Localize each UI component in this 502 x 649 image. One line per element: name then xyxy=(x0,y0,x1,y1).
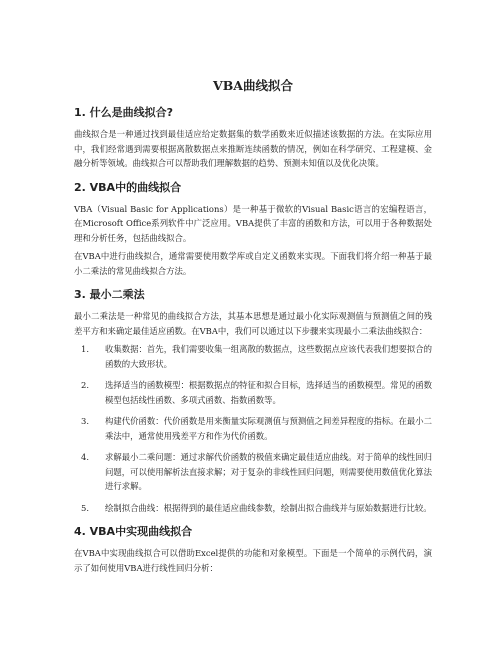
list-item-text: 求解最小二乘问题：通过求解代价函数的极值来确定最佳适应曲线。对于简单的线性回归问题，可以使用解析法直接求解；对于复杂的非线性回归问题，则需要使用数值优化算法进行求解。 xyxy=(105,452,432,491)
list-item-number: 4. xyxy=(81,452,89,462)
paragraph: 在VBA中进行曲线拟合，通常需要使用数学库或自定义函数来实现。下面我们将介绍一种基于最小二乘法的常见曲线拟合方法。 xyxy=(74,251,432,276)
list-item xyxy=(81,501,432,516)
list-item-text: 收集数据：首先，我们需要收集一组离散的数据点，这些数据点应该代表我们想要拟合的函数的大致形状。 xyxy=(105,344,432,369)
list-item-text: 构建代价函数：代价函数是用来衡量实际观测值与预测值之间差异程度的指标。在最小二乘法中，通常使用残差平方和作为代价函数。 xyxy=(105,416,432,441)
steps-list xyxy=(74,342,432,515)
list-item xyxy=(81,414,432,443)
list-item-number: 2. xyxy=(81,380,89,390)
section-heading: 2. VBA中的曲线拟合 xyxy=(74,180,182,194)
paragraph: VBA（Visual Basic for Applications）是一种基于微软的Visual Basic语言的宏编程语言，在Microsoft Office系列软件中广泛应用。VBA提供了丰富的函数和方法，可以用于各种数据处理和分析任务，包括曲线拟合。 xyxy=(74,203,432,243)
list-item xyxy=(81,342,432,371)
section-4 xyxy=(74,525,432,575)
paragraph: 曲线拟合是一种通过找到最佳适应给定数据集的数学函数来近似描述该数据的方法。在实际应用中，我们经常遇到需要根据离散数据点来推断连续函数的情况，例如在科学研究、工程建模、金融分析等领域。曲线拟合可以帮助我们理解数据的趋势、预测未知值以及优化决策。 xyxy=(74,129,432,168)
list-item-text: 绘制拟合曲线：根据得到的最佳适应曲线参数，绘制出拟合曲线并与原始数据进行比较。 xyxy=(105,502,432,513)
section-2 xyxy=(74,181,432,279)
section-heading: 3. 最小二乘法 xyxy=(74,288,145,301)
paragraph: 最小二乘法是一种常见的曲线拟合方法，其基本思想是通过最小化实际观测值与预测值之间的残差平方和来确定最佳适应函数。在VBA中，我们可以通过以下步骤来实现最小二乘法曲线拟合： xyxy=(74,311,432,336)
section-heading: 4. VBA中实现曲线拟合 xyxy=(74,525,193,538)
list-item-text: 选择适当的函数模型：根据数据点的特征和拟合目标，选择适当的函数模型。常见的函数模型包括线性函数、多项式函数、指数函数等。 xyxy=(105,380,432,405)
list-item xyxy=(81,378,432,407)
list-item-number: 1. xyxy=(81,344,89,354)
document-title: VBA曲线拟合 xyxy=(213,78,293,93)
section-1 xyxy=(74,106,432,171)
paragraph: 在VBA中实现曲线拟合可以借助Excel提供的功能和对象模型。下面是一个简单的示例代码，演示了如何使用VBA进行线性回归分析： xyxy=(74,548,432,573)
section-3 xyxy=(74,288,432,515)
list-item-number: 5. xyxy=(81,502,89,513)
section-heading: 1. 什么是曲线拟合? xyxy=(74,106,174,119)
list-item xyxy=(81,450,432,494)
list-item-number: 3. xyxy=(81,416,89,426)
